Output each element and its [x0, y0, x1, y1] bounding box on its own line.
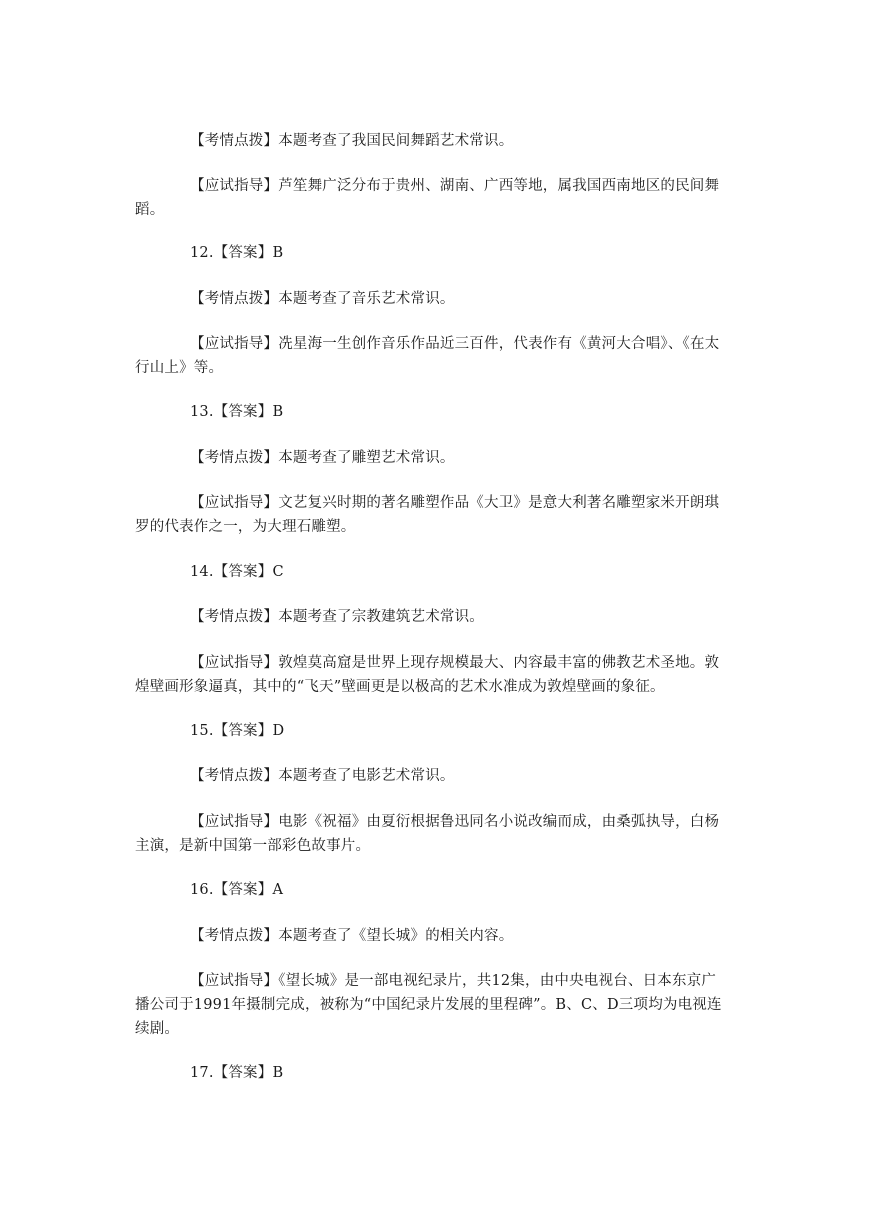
analysis-line: 【考情点拨】本题考查了电影艺术常识。	[190, 768, 455, 784]
answer-line: 12.【答案】B	[190, 245, 284, 261]
answer-line: 13.【答案】B	[190, 404, 284, 420]
guidance-line: 【应试指导】电影《祝福》由夏衍根据鲁迅同名小说改编而成，由桑弧执导，白杨	[190, 814, 720, 830]
guidance-continuation: 煌壁画形象逼真，其中的“飞天”壁画更是以极高的艺术水准成为敦煌壁画的象征。	[135, 679, 665, 695]
guidance-continuation: 蹈。	[135, 202, 165, 218]
guidance-line: 【应试指导】冼星海一生创作音乐作品近三百件，代表作有《黄河大合唱》、《在太	[190, 336, 720, 352]
answer-line: 16.【答案】A	[190, 882, 284, 898]
answer-line: 14.【答案】C	[190, 564, 284, 580]
analysis-line: 【考情点拨】本题考查了宗教建筑艺术常识。	[190, 609, 484, 625]
analysis-line: 【考情点拨】本题考查了雕塑艺术常识。	[190, 450, 455, 466]
guidance-continuation: 续剧。	[135, 1021, 180, 1037]
guidance-line: 【应试指导】敦煌莫高窟是世界上现存规模最大、内容最丰富的佛教艺术圣地。敦	[190, 655, 720, 671]
guidance-line: 【应试指导】《望长城》是一部电视纪录片，共12集，由中央电视台、日本东京广	[190, 973, 717, 989]
guidance-continuation: 行山上》等。	[135, 360, 224, 376]
guidance-continuation: 主演，是新中国第一部彩色故事片。	[135, 838, 371, 854]
analysis-line: 【考情点拨】本题考查了音乐艺术常识。	[190, 291, 455, 307]
guidance-continuation: 播公司于1991年摄制完成，被称为“中国纪录片发展的里程碑”。B、C、D三项均为电视连	[135, 997, 722, 1013]
analysis-line: 【考情点拨】本题考查了我国民间舞蹈艺术常识。	[190, 133, 514, 149]
guidance-line: 【应试指导】芦笙舞广泛分布于贵州、湖南、广西等地，属我国西南地区的民间舞	[190, 178, 720, 194]
answer-line: 17.【答案】B	[190, 1065, 284, 1081]
guidance-line: 【应试指导】文艺复兴时期的著名雕塑作品《大卫》是意大利著名雕塑家米开朗琪	[190, 495, 720, 511]
answer-line: 15.【答案】D	[190, 723, 285, 739]
guidance-continuation: 罗的代表作之一，为大理石雕塑。	[135, 519, 356, 535]
analysis-line: 【考情点拨】本题考查了《望长城》的相关内容。	[190, 928, 514, 944]
